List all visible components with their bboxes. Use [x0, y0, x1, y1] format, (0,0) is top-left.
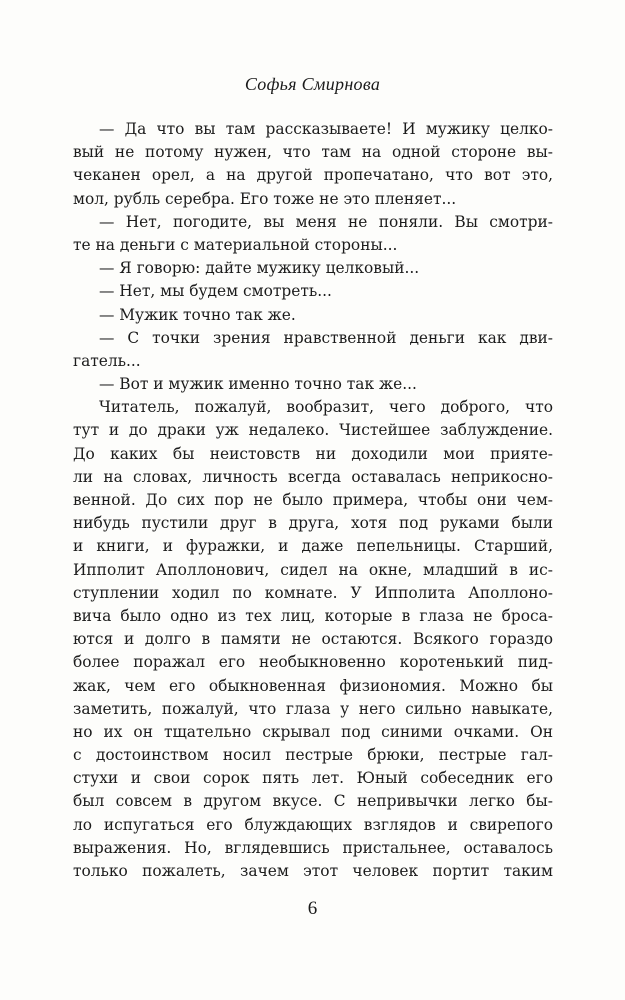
- text-line: Ипполит Аполлонович, сидел на окне, младший в ис-: [73, 560, 553, 579]
- text-line: с достоинством носил пестрые брюки, пестрые гал-: [73, 746, 553, 765]
- text-line: ло испугаться его блуждающих взглядов и свирепого: [73, 815, 553, 834]
- text-line: более поражал его необыкновенно коротенький пид-: [73, 653, 553, 672]
- body-text: [73, 118, 553, 883]
- text-line: ются и долго в памяти не остаются. Всякого гораздо: [73, 630, 553, 649]
- text-line: ступлении ходил по комнате. У Ипполита Аполлоно-: [73, 583, 553, 602]
- text-line: — Нет, мы будем смотреть...: [99, 282, 332, 301]
- text-line: только пожалеть, зачем этот человек портит таким: [73, 862, 553, 880]
- text-line: вича было одно из тех лиц, которые в глаза не броса-: [73, 606, 553, 625]
- text-line: — Да что вы там рассказываете! И мужику целко-: [99, 120, 553, 138]
- text-line: тут и до драки уж недалеко. Чистейшее заблуждение.: [73, 421, 553, 440]
- text-line: но их он тщательно скрывал под синими очками. Он: [73, 722, 553, 741]
- text-line: вый не потому нужен, что там на одной стороне вы-: [73, 143, 553, 162]
- text-line: — Вот и мужик именно точно так же...: [99, 375, 417, 394]
- text-line: — Нет, погодите, вы меня не поняли. Вы смотри-: [99, 212, 553, 231]
- text-line: стухи и свои сорок пять лет. Юный собеседник его: [73, 769, 553, 788]
- text-line: мол, рубль серебра. Его тоже не это пленяет...: [73, 189, 457, 208]
- text-line: гатель...: [73, 351, 141, 370]
- text-line: жак, чем его обыкновенная физиономия. Можно бы: [73, 676, 553, 695]
- text-line: До каких бы неистовств ни доходили мои прияте-: [73, 444, 553, 463]
- running-head: Софья Смирнова: [244, 74, 381, 94]
- text-line: заметить, пожалуй, что глаза у него сильно навыкате,: [73, 699, 553, 718]
- text-line: ли на словах, личность всегда оставалась неприкосно-: [73, 467, 553, 486]
- text-line: выражения. Но, вглядевшись пристальнее, оставалось: [73, 838, 553, 857]
- text-line: был совсем в другом вкусе. С непривычки легко бы-: [73, 792, 553, 811]
- text-line: венной. До сих пор не было примера, чтобы они чем-: [73, 491, 553, 509]
- text-line: те на деньги с материальной стороны...: [73, 235, 398, 254]
- page-number: 6: [307, 898, 318, 919]
- text-line: Читатель, пожалуй, вообразит, чего доброго, что: [99, 398, 553, 417]
- text-line: и книги, и фуражки, и даже пепельницы. Старший,: [73, 537, 553, 556]
- text-line: — Я говорю: дайте мужику целковый...: [99, 259, 420, 278]
- text-line: — Мужик точно так же.: [99, 305, 296, 324]
- text-line: — С точки зрения нравственной деньги как дви-: [99, 328, 553, 347]
- text-line: нибудь пустили друг в друга, хотя под руками были: [73, 514, 553, 533]
- text-line: чеканен орел, а на другой пропечатано, что вот это,: [73, 166, 553, 185]
